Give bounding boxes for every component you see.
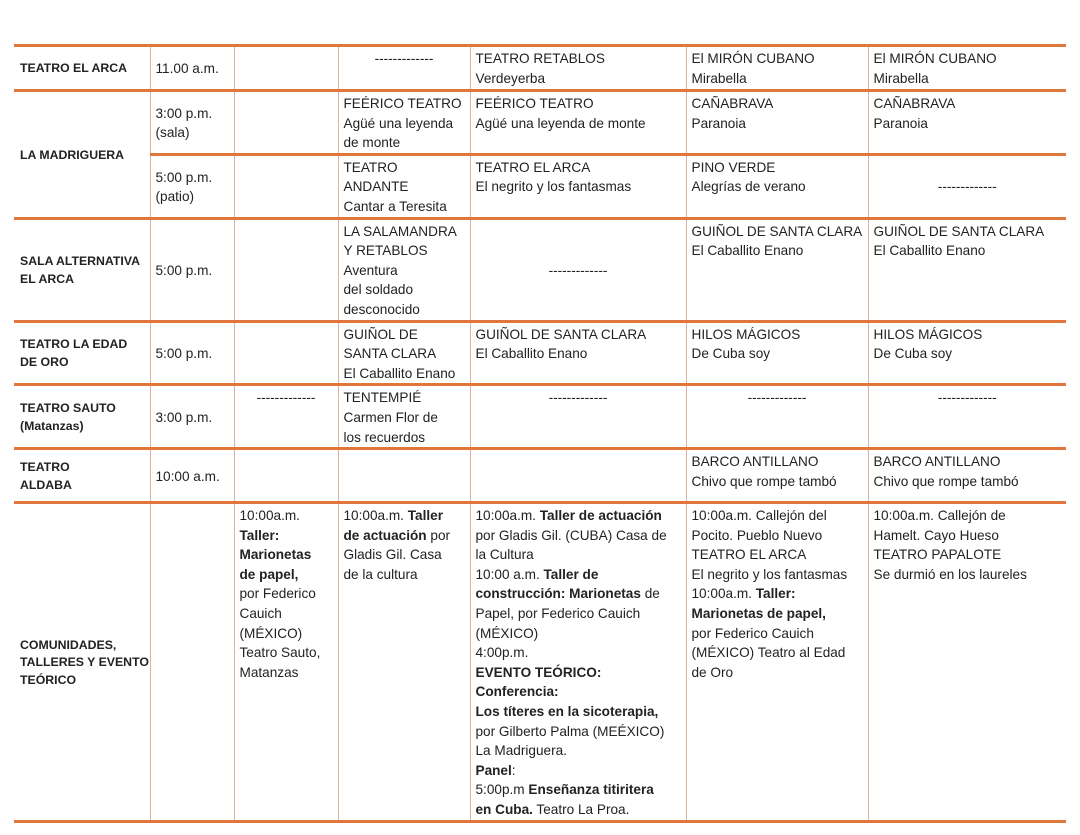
cell-line: El Caballito Enano [475,346,588,362]
cell-line [476,682,681,702]
event-cell [686,385,868,449]
cell-line: por Gilberto Palma (MEÉXICO) [475,723,665,739]
cell-line: (patio) [155,189,195,205]
cell-line: El Caballito Enano [343,365,456,381]
event-cell [868,46,1066,91]
cell-line: Papel, por Federico Cauich [475,606,641,622]
cell-line: De Cuba soy [691,346,771,362]
schedule-row [14,46,1066,91]
cell-line: Mirabella [873,70,929,86]
cell-line: de Oro [691,664,734,680]
event-cell [338,449,470,503]
schedule-row [14,449,1066,503]
cell-line: GUIÑOL DE SANTA CLARA [475,326,647,342]
bold-text: Marionetas de papel, [691,606,826,622]
cell-line: SANTA CLARA [343,346,437,362]
event-cell [686,449,868,503]
cell-line: 10:00 a.m. [155,468,220,484]
event-cell [338,321,470,385]
schedule-row [14,503,1066,822]
event-cell [868,321,1066,385]
cell-line: Se durmió en los laureles [873,566,1027,582]
event-cell [234,385,338,449]
event-cell [234,321,338,385]
event-cell [234,449,338,503]
cell-line: TENTEMPIÉ [343,390,422,406]
event-cell [686,154,868,218]
time-cell [150,154,234,218]
event-cell [470,46,686,91]
cell-line: El Caballito Enano [691,243,804,259]
cell-line: 11.00 a.m. [155,61,219,77]
cell-line: TEATRO SAUTO [20,401,116,416]
cell-line: El Caballito Enano [873,243,986,259]
cell-line [692,604,863,624]
cell-line: GUIÑOL DE [343,326,418,342]
time-cell [150,91,234,155]
cell-line: Cantar a Teresita [343,198,447,214]
cell-line: TEÓRICO [20,672,77,687]
time-cell [150,503,234,822]
schedule-row [14,154,1066,218]
cell-line: Chivo que rompe tambó [873,473,1019,489]
cell-line: TEATRO RETABLOS [475,51,605,66]
text: 10:00 a.m. [475,566,544,582]
cell-line: ------------- [374,51,434,66]
cell-line: Hamelt. Cayo Hueso [873,527,999,543]
text: 5:00p.m [475,782,529,798]
cell-line: 10:00a.m. Callejón de [873,508,1006,524]
cell-line: Agüé una leyenda [343,115,454,131]
bold-text: EVENTO TEÓRICO: [475,664,602,680]
cell-line: CAÑABRAVA [873,96,956,111]
cell-line: ------------- [747,390,807,406]
cell-line: Pocito. Pueblo Nuevo [691,527,823,543]
cell-line: los recuerdos [343,429,426,445]
bold-text: Conferencia: [475,684,559,700]
cell-line: GUIÑOL DE SANTA CLARA [873,223,1045,239]
cell-line: Y RETABLOS [343,243,428,259]
text: 10:00a.m. [475,508,540,524]
cell-line: TEATRO PAPALOTE [873,547,1002,563]
cell-line: TEATRO EL ARCA [20,61,128,76]
cell-line: ------------- [937,179,997,195]
bold-text: de actuación [343,527,427,543]
cell-line [476,702,681,722]
bold-text: Enseñanza titiritera [528,782,654,798]
event-cell [470,218,686,321]
event-cell [234,91,338,155]
cell-line [240,565,333,585]
cell-line: por Federico Cauich [691,625,814,641]
event-cell [338,503,470,822]
cell-line: (Matanzas) [20,418,84,433]
cell-line: FEÉRICO TEATRO [475,96,594,111]
cell-line: la Cultura [475,547,534,563]
text: 10:00a.m. [343,508,408,524]
venue-cell [14,385,150,449]
cell-line: 3:00 p.m. [155,409,213,425]
event-cell [338,218,470,321]
cell-line: EL ARCA [20,271,74,286]
cell-line: Paranoia [873,115,928,131]
cell-line: COMUNIDADES, [20,637,117,652]
text: Teatro La Proa. [532,802,630,817]
event-cell [470,449,686,503]
bold-text: Taller de [543,566,599,582]
cell-line [476,663,681,683]
cell-line: La Madriguera. [475,743,567,759]
cell-line: (MÉXICO) Teatro al Edad [691,645,846,661]
cell-line: de la cultura [343,566,418,582]
cell-line: Carmen Flor de [343,409,438,425]
schedule-row [14,91,1066,155]
cell-line: desconocido [343,301,420,317]
time-cell [150,321,234,385]
event-cell [686,91,868,155]
text: : [511,762,516,778]
venue-cell [14,321,150,385]
cell-line: de monte [343,135,401,151]
cell-line: Matanzas [239,664,299,680]
cell-line: El MIRÓN CUBANO [873,51,997,66]
cell-line: El negrito y los fantasmas [691,566,848,582]
cell-line: Chivo que rompe tambó [691,473,837,489]
venue-cell [14,91,150,219]
cell-line: TEATRO EL ARCA [475,159,591,175]
cell-line: (MÉXICO) [475,625,539,641]
cell-line: Aventura [343,262,398,278]
event-cell [338,91,470,155]
venue-cell [14,503,150,822]
event-cell [470,385,686,449]
time-cell [150,218,234,321]
event-cell [686,218,868,321]
cell-line: (sala) [155,125,190,141]
event-cell [234,154,338,218]
event-cell [686,503,868,822]
cell-line: 10:00a.m. [239,508,300,524]
cell-line [476,761,681,781]
cell-line: por Federico [239,586,316,602]
venue-cell [14,218,150,321]
cell-line [476,780,681,800]
event-cell [868,91,1066,155]
event-cell [868,449,1066,503]
cell-line: BARCO ANTILLANO [873,454,1001,470]
text: por [426,527,451,543]
cell-line: BARCO ANTILLANO [691,454,819,470]
cell-line: 3:00 p.m. [155,105,213,121]
cell-line: TEATRO LA EDAD [20,337,128,352]
event-cell [234,503,338,822]
bold-text: construcción: Marionetas [475,586,641,602]
event-cell [234,218,338,321]
event-cell [234,46,338,91]
cell-line: ------------- [256,390,316,406]
cell-line: LA SALAMANDRA [343,223,457,239]
schedule-row [14,218,1066,321]
event-cell [338,385,470,449]
venue-cell [14,46,150,91]
event-cell [686,321,868,385]
cell-line: GUIÑOL DE SANTA CLARA [691,223,863,239]
cell-line: ALDABA [20,477,72,492]
cell-line: 5:00 p.m. [155,169,213,185]
cell-line [476,800,681,820]
cell-line [344,526,465,546]
cell-line: 5:00 p.m. [155,262,213,278]
cell-line: 4:00p.m. [475,645,529,661]
event-cell [868,503,1066,822]
event-cell [470,503,686,822]
time-cell [150,449,234,503]
cell-line [692,584,863,604]
cell-line: PINO VERDE [691,159,776,175]
cell-line: De Cuba soy [873,346,953,362]
cell-line: Teatro Sauto, [239,645,321,661]
bold-text: Panel [475,762,512,778]
schedule-row [14,321,1066,385]
cell-line: TEATRO EL ARCA [691,547,807,563]
cell-line: El MIRÓN CUBANO [691,51,815,66]
cell-line [344,506,465,526]
cell-line: Paranoia [691,115,746,131]
cell-line: TALLERES Y EVENTO [20,655,149,670]
event-cell [868,218,1066,321]
event-cell [470,91,686,155]
bold-text: Taller de actuación [539,508,662,524]
cell-line: ------------- [937,390,997,406]
festival-schedule-table [14,44,1066,823]
cell-line: ------------- [548,390,608,406]
event-cell [470,154,686,218]
cell-line: Verdeyerba [475,70,546,86]
bold-text: Taller [407,508,443,524]
cell-line: HILOS MÁGICOS [873,326,983,342]
event-cell [470,321,686,385]
cell-line: Gladis Gil. Casa [343,547,442,563]
text: 10:00a.m. [691,586,756,602]
cell-line [476,506,681,526]
cell-line [240,545,333,565]
schedule-row [14,385,1066,449]
cell-line: ------------- [548,262,608,278]
cell-line: Mirabella [691,70,747,86]
time-cell [150,46,234,91]
cell-line: Alegrías de verano [691,179,806,195]
cell-line: HILOS MÁGICOS [691,326,801,342]
cell-line: LA MADRIGUERA [20,147,125,162]
venue-cell [14,449,150,503]
cell-line: por Gladis Gil. (CUBA) Casa de [475,527,667,543]
cell-line: TEATRO [343,159,398,175]
cell-line [476,565,681,585]
bold-text: en Cuba. [475,802,533,817]
event-cell [868,154,1066,218]
event-cell [868,385,1066,449]
cell-line: TEATRO [20,460,70,475]
cell-line: DE ORO [20,354,69,369]
cell-line: Agüé una leyenda de monte [475,115,646,131]
event-cell [338,154,470,218]
bold-text: Taller: [239,527,280,543]
time-cell [150,385,234,449]
cell-line [240,526,333,546]
bold-text: Taller: [755,586,796,602]
bold-text: Marionetas [239,547,312,563]
cell-line: CAÑABRAVA [691,96,774,111]
cell-line: Cauich [239,606,282,622]
bold-text: de papel, [239,566,299,582]
cell-line: ANDANTE [343,179,409,195]
cell-line: FEÉRICO TEATRO [343,96,462,111]
cell-line: El negrito y los fantasmas [475,179,632,195]
event-cell [338,46,470,91]
text: de [640,586,660,602]
cell-line: 5:00 p.m. [155,346,213,362]
cell-line: (MÉXICO) [239,625,303,641]
cell-line: 10:00a.m. Callejón del [691,508,827,524]
bold-text: Los títeres en la sicoterapia, [475,704,659,720]
event-cell [686,46,868,91]
cell-line: SALA ALTERNATIVA [20,254,140,269]
cell-line: del soldado [343,282,414,298]
cell-line [476,584,681,604]
